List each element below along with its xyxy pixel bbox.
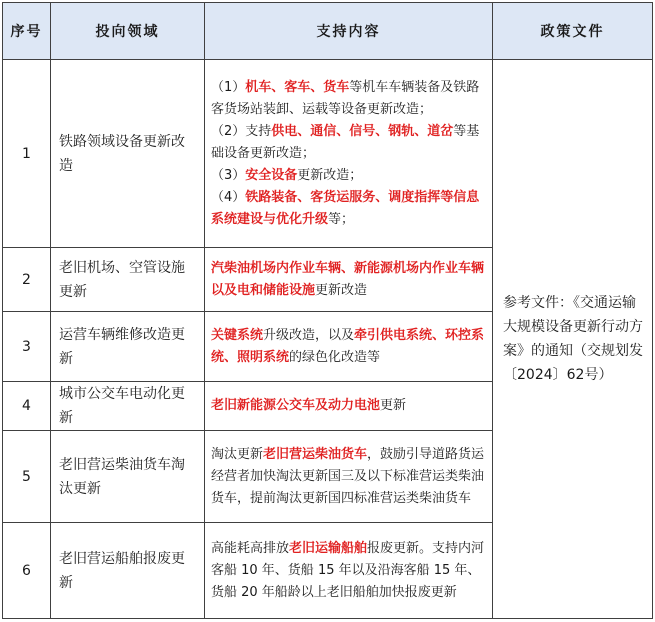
row-number: 1 [3, 60, 51, 248]
row-field: 运营车辆维修改造更新 [51, 312, 205, 382]
row-number: 5 [3, 431, 51, 523]
highlight-text: 老旧营运柴油货车 [263, 446, 368, 462]
table-row [3, 60, 653, 248]
highlight-text: 铁路装备、客货运服务、调度指挥等信息系统建设与优化升级 [211, 189, 480, 227]
row-field: 铁路领域设备更新改造 [51, 60, 205, 248]
highlight-text: 关键系统 [211, 327, 264, 343]
row-content [205, 523, 493, 619]
content-text: 更新改造 [315, 282, 368, 298]
content-text: 高能耗高排放 [211, 540, 290, 556]
row-content [205, 312, 493, 382]
content-text: 的绿色化改造等 [289, 349, 381, 365]
policy-cell: 参考文件：《交通运输大规模设备更新行动方案》的通知（交规划发〔2024〕62号） [493, 60, 653, 619]
row-content [205, 60, 493, 248]
content-text: （1） [211, 79, 246, 95]
policy-table [2, 2, 653, 619]
content-text: 更新 [380, 398, 407, 413]
content-text: 淘汰更新 [211, 446, 264, 462]
content-text: 等基础设备更新改造； [211, 123, 480, 161]
content-text: （4） [211, 189, 246, 205]
row-number: 4 [3, 382, 51, 431]
row-content [205, 382, 493, 431]
highlight-text: 老旧新能源公交车及动力电池 [211, 398, 381, 413]
content-text: （3） [211, 167, 246, 183]
row-content [205, 431, 493, 523]
content-text: ，鼓励引导道路货运经营者加快淘汰更新国三及以下标准营运类柴油货车，提前淘汰更新国四标准营运类柴油货车 [211, 446, 485, 506]
row-number: 6 [3, 523, 51, 619]
content-text: 更新改造； [297, 167, 363, 183]
header-field: 投向领域 [51, 3, 205, 60]
content-text: （2）支持 [211, 123, 272, 139]
highlight-text: 牵引供电系统、环控系统、照明系统 [211, 327, 485, 365]
highlight-text: 机车、客车、货车 [245, 79, 350, 95]
row-field: 老旧营运船舶报废更新 [51, 523, 205, 619]
row-field: 老旧营运柴油货车淘汰更新 [51, 431, 205, 523]
header-content: 支持内容 [205, 3, 493, 60]
row-number: 3 [3, 312, 51, 382]
row-number: 2 [3, 248, 51, 312]
header-num: 序号 [3, 3, 51, 60]
content-text: 等机车车辆装备及铁路客货场站装卸、运载等设备更新改造； [211, 79, 480, 117]
highlight-text: 汽柴油机场内作业车辆、新能源机场内作业车辆以及电和储能设施 [211, 260, 485, 298]
content-text: 等； [328, 211, 355, 227]
content-text: 报废更新。支持内河客船 10 年、货船 15 年以及沿海客船 15 年、货船 20 年船龄以上老旧船舶加快报废更新 [211, 540, 485, 600]
highlight-text: 供电、通信、信号、钢轨、道岔 [271, 123, 454, 139]
row-field: 城市公交车电动化更新 [51, 382, 205, 431]
content-text: 升级改造，以及 [263, 327, 355, 343]
header-row [3, 3, 653, 60]
row-content [205, 248, 493, 312]
highlight-text: 老旧运输船舶 [289, 540, 368, 556]
highlight-text: 安全设备 [245, 167, 298, 183]
row-field: 老旧机场、空管设施更新 [51, 248, 205, 312]
header-policy: 政策文件 [493, 3, 653, 60]
